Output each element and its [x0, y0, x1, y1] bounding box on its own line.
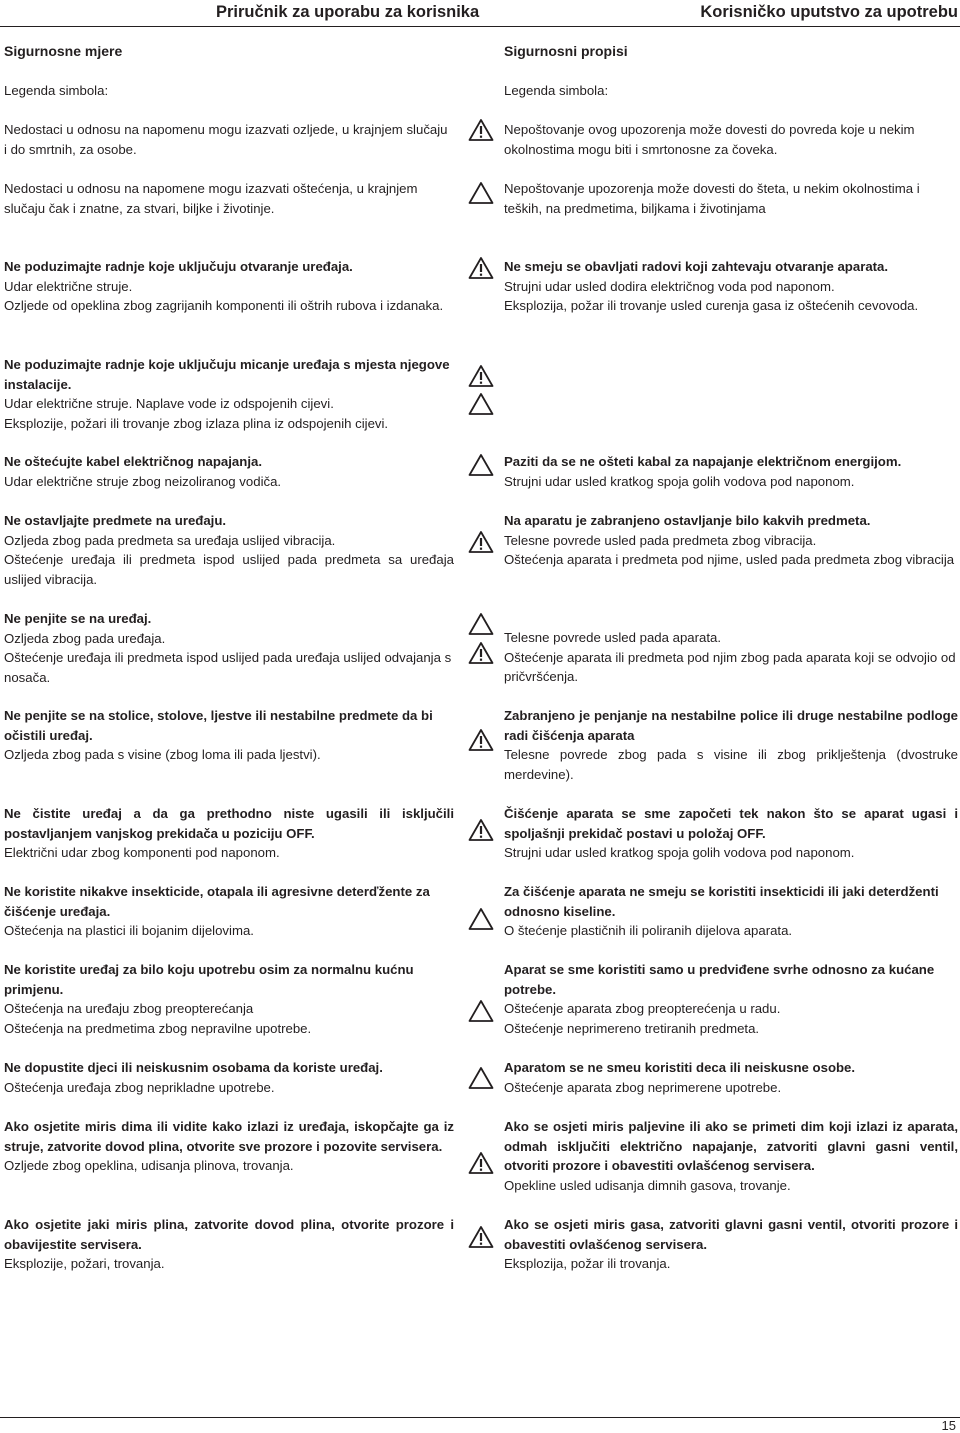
block-heading: Ne smeju se obavljati radovi koji zahtevaju otvaranje aparata. [504, 259, 889, 274]
footer-divider [0, 1417, 960, 1418]
block-line: Eksplozija, požar ili trovanja. [504, 1256, 671, 1271]
danger-warning-icon [468, 728, 494, 752]
safety-block-right [504, 960, 958, 1038]
danger-warning-icon [468, 641, 494, 665]
block-line: Oštećenje aparata ili predmeta pod njim zbog pada aparata koji se odvojio od pričvršćenja. [504, 649, 956, 684]
block-heading: Ne čistite uređaj a da ga prethodno niste ugasili ili isključili postavljanjem vanjskog prekidača u poziciju OFF. [4, 806, 454, 841]
danger-warning-icon [468, 256, 494, 280]
block-line: Udar električne struje. [4, 278, 133, 294]
block-line: Oštećenje aparata zbog neprimerene upotrebe. [504, 1079, 782, 1095]
block-heading: Ako se osjeti miris gasa, zatvoriti glavni gasni ventil, otvoriti prozore i obavestiti ovlašćenog servisera. [504, 1217, 958, 1252]
block-line: Ozljeda zbog pada uređaja. [4, 630, 166, 646]
block-line: Strujni udar usled kratkog spoja golih vodova pod naponom. [504, 845, 855, 860]
block-heading: Ne koristite uređaj za bilo koju upotrebu osim za normalnu kućnu primjenu. [4, 962, 414, 997]
block-line: Oštećenje aparata zbog preopterećenja u radu. [504, 1001, 781, 1016]
left-warning-text: Nedostaci u odnosu na napomene mogu izazvati oštećenja, u krajnjem slučaju čak i znatne, za stvari, biljke i životinje. [4, 181, 418, 216]
safety-block-left [4, 452, 454, 491]
block-line: Telesne povrede usled pada predmeta zbog vibracija. [504, 532, 817, 548]
block-line: Eksplozija, požar ili trovanje usled curenja gasa iz oštećenih cevovoda. [504, 298, 919, 313]
block-heading: Ne dopustite djeci ili neiskusnim osobama da koriste uređaj. [4, 1060, 383, 1075]
danger-warning-icon [468, 1151, 494, 1175]
caution-triangle-icon [468, 392, 494, 416]
caution-triangle-icon [468, 1066, 494, 1090]
header-right-title: Korisničko uputstvo za upotrebu [700, 3, 958, 21]
block-line: Oštećenja uređaja zbog neprikladne upotrebe. [4, 1079, 275, 1095]
right-danger-text: Nepoštovanje ovog upozorenja može dovesti do povreda koje u nekim okolnostima mogu biti i smrtonosne za čoveka. [504, 122, 915, 157]
block-line: Ozljeda zbog pada s visine (zbog loma ili pada ljestvi). [4, 747, 321, 762]
safety-block-left [4, 609, 454, 687]
safety-block-right [504, 804, 958, 863]
block-line: Ozljede zbog opeklina, udisanja plinova, trovanja. [4, 1158, 294, 1173]
safety-block-left [4, 960, 454, 1038]
page-number: 15 [941, 1418, 956, 1433]
block-line: Telesne povrede usled pada aparata. [504, 630, 722, 645]
block-heading: Ako osjetite miris dima ili vidite kako izlazi iz uređaja, iskopčajte ga iz struje, zatvorite dovod plina, otvorite sve prozore i pozovite servisera. [4, 1119, 454, 1154]
block-line: Oštećenja na predmetima zbog nepravilne upotrebe. [4, 1020, 312, 1036]
block-line: Strujni udar usled dodira električnog voda pod naponom. [504, 278, 835, 294]
safety-block-left [4, 1117, 454, 1176]
block-heading: Ne penjite se na uređaj. [4, 611, 152, 626]
left-danger-text: Nedostaci u odnosu na napomenu mogu izazvati ozljede, u krajnjem slučaju i do smrtnih, za osobe. [4, 122, 448, 157]
block-heading: Ne oštećujte kabel električnog napajanja. [4, 454, 262, 469]
right-section-title: Sigurnosni propisi [504, 43, 628, 59]
safety-block-right [504, 511, 958, 570]
danger-warning-icon [468, 364, 494, 388]
caution-triangle-icon [468, 907, 494, 931]
caution-triangle-icon [468, 999, 494, 1023]
safety-block-left [4, 355, 454, 433]
right-legend-label: Legenda simbola: [504, 83, 609, 98]
safety-block-right [504, 1058, 958, 1097]
safety-block-left [4, 804, 454, 863]
block-line: Opekline usled udisanja dimnih gasova, trovanje. [504, 1177, 791, 1193]
block-line: Električni udar zbog komponenti pod naponom. [4, 845, 280, 860]
block-line: Oštećenja aparata i predmeta pod njime, usled pada predmeta zbog vibracija [504, 552, 955, 567]
block-line: Oštećenje uređaja ili predmeta ispod uslijed pada uređaja uslijed odvajanja s nosača. [4, 650, 452, 685]
block-line: Oštećenja na plastici ili bojanim dijelovima. [4, 923, 254, 938]
block-line: Ozljeda zbog pada predmeta sa uređaja uslijed vibracija. [4, 532, 336, 548]
safety-block-right [504, 706, 958, 784]
block-line: Eksplozije, požari, trovanja. [4, 1256, 165, 1271]
safety-block-left [4, 1215, 454, 1274]
page-header [0, 0, 960, 27]
danger-warning-icon [468, 1225, 494, 1249]
block-line: Udar električne struje zbog neizoliranog vodiča. [4, 473, 282, 489]
block-line: Oštećenja na uređaju zbog preopterećanja [4, 1001, 254, 1016]
danger-warning-icon [468, 118, 494, 142]
left-legend-label: Legenda simbola: [4, 83, 109, 98]
block-heading: Ne penjite se na stolice, stolove, ljestve ili nestabilne predmete da bi očistili uređaj. [4, 708, 433, 743]
safety-block-right [504, 882, 958, 941]
block-heading: Ako osjetite jaki miris plina, zatvorite dovod plina, otvorite prozore i obavijestite servisera. [4, 1217, 454, 1252]
safety-block-left [4, 706, 454, 765]
caution-triangle-icon [468, 181, 494, 205]
danger-warning-icon [468, 818, 494, 842]
block-heading: Aparatom se ne smeu koristiti deca ili neiskusne osobe. [504, 1060, 856, 1075]
caution-triangle-icon [468, 612, 494, 636]
block-heading: Aparat se sme koristiti samo u predviđene svrhe odnosno za kućane potrebe. [504, 962, 935, 997]
safety-block-right [504, 628, 958, 687]
caution-triangle-icon [468, 453, 494, 477]
block-heading: Za čišćenje aparata ne smeju se koristiti insekticidi ili jaki deterdženti odnosno kiseline. [504, 884, 939, 919]
safety-block-right [504, 1117, 958, 1195]
safety-block-left [4, 511, 454, 589]
safety-block-right [504, 257, 958, 316]
block-heading: Ne poduzimajte radnje koje uključuju otvaranje uređaja. [4, 259, 353, 274]
block-heading: Na aparatu je zabranjeno ostavljanje bilo kakvih predmeta. [504, 513, 871, 528]
block-line: Oštećenje neprimereno tretiranih predmeta. [504, 1020, 760, 1036]
safety-block-left [4, 257, 454, 316]
left-section-title: Sigurnosne mjere [4, 43, 123, 59]
block-heading: Ne koristite nikakve insekticide, otapala ili agresivne deterďžente za čišćenje uređaja. [4, 884, 430, 919]
header-left-title: Priručnik za uporabu za korisnika [216, 3, 480, 21]
block-line: Udar električne struje. Naplave vode iz odspojenih cijevi. [4, 396, 334, 411]
block-line: Ozljede od opeklina zbog zagrijanih komponenti ili oštrih rubova i izdanaka. [4, 298, 444, 313]
safety-block-left [4, 1058, 454, 1097]
block-heading: Ne poduzimajte radnje koje uključuju micanje uređaja s mjesta njegove instalacije. [4, 357, 450, 392]
safety-block-left [4, 882, 454, 941]
block-line: Telesne povrede zbog pada s visine ili zbog priklještenja (dvostruke merdevine). [504, 747, 958, 782]
right-warning-text: Nepoštovanje upozorenja može dovesti do šteta, u nekim okolnostima i teških, na predmetima, biljkama i životinjama [504, 181, 920, 216]
safety-block-right [504, 1215, 958, 1274]
block-heading: Ako se osjeti miris paljevine ili ako se primeti dim koji izlazi iz aparata, odmah isključiti električno napajanje, zatvoriti glavni gasni ventil, otvoriti prozore i obavestiti ovlašćenog servisera. [504, 1119, 958, 1173]
block-heading: Čišćenje aparata se sme započeti tek nakon što se aparat ugasi i spoljašnji prekidač postavi u položaj OFF. [504, 806, 958, 841]
block-line: Eksplozije, požari ili trovanje zbog izlaza plina iz odspojenih cijevi. [4, 415, 389, 431]
block-heading: Paziti da se ne ošteti kabal za napajanje električnom energijom. [504, 454, 902, 469]
block-line: Strujni udar usled kratkog spoja golih vodova pod naponom. [504, 473, 855, 489]
danger-warning-icon [468, 530, 494, 554]
block-line: O štećenje plastičnih ili poliranih dijelova aparata. [504, 923, 793, 938]
block-line: Oštećenje uređaja ili predmeta ispod uslijed pada predmeta sa uređaja uslijed vibracija. [4, 552, 454, 587]
safety-block-right [504, 452, 958, 491]
block-heading: Zabranjeno je penjanje na nestabilne police ili druge nestabilne podloge radi čišćenja aparata [504, 708, 958, 743]
block-heading: Ne ostavljajte predmete na uređaju. [4, 513, 227, 528]
